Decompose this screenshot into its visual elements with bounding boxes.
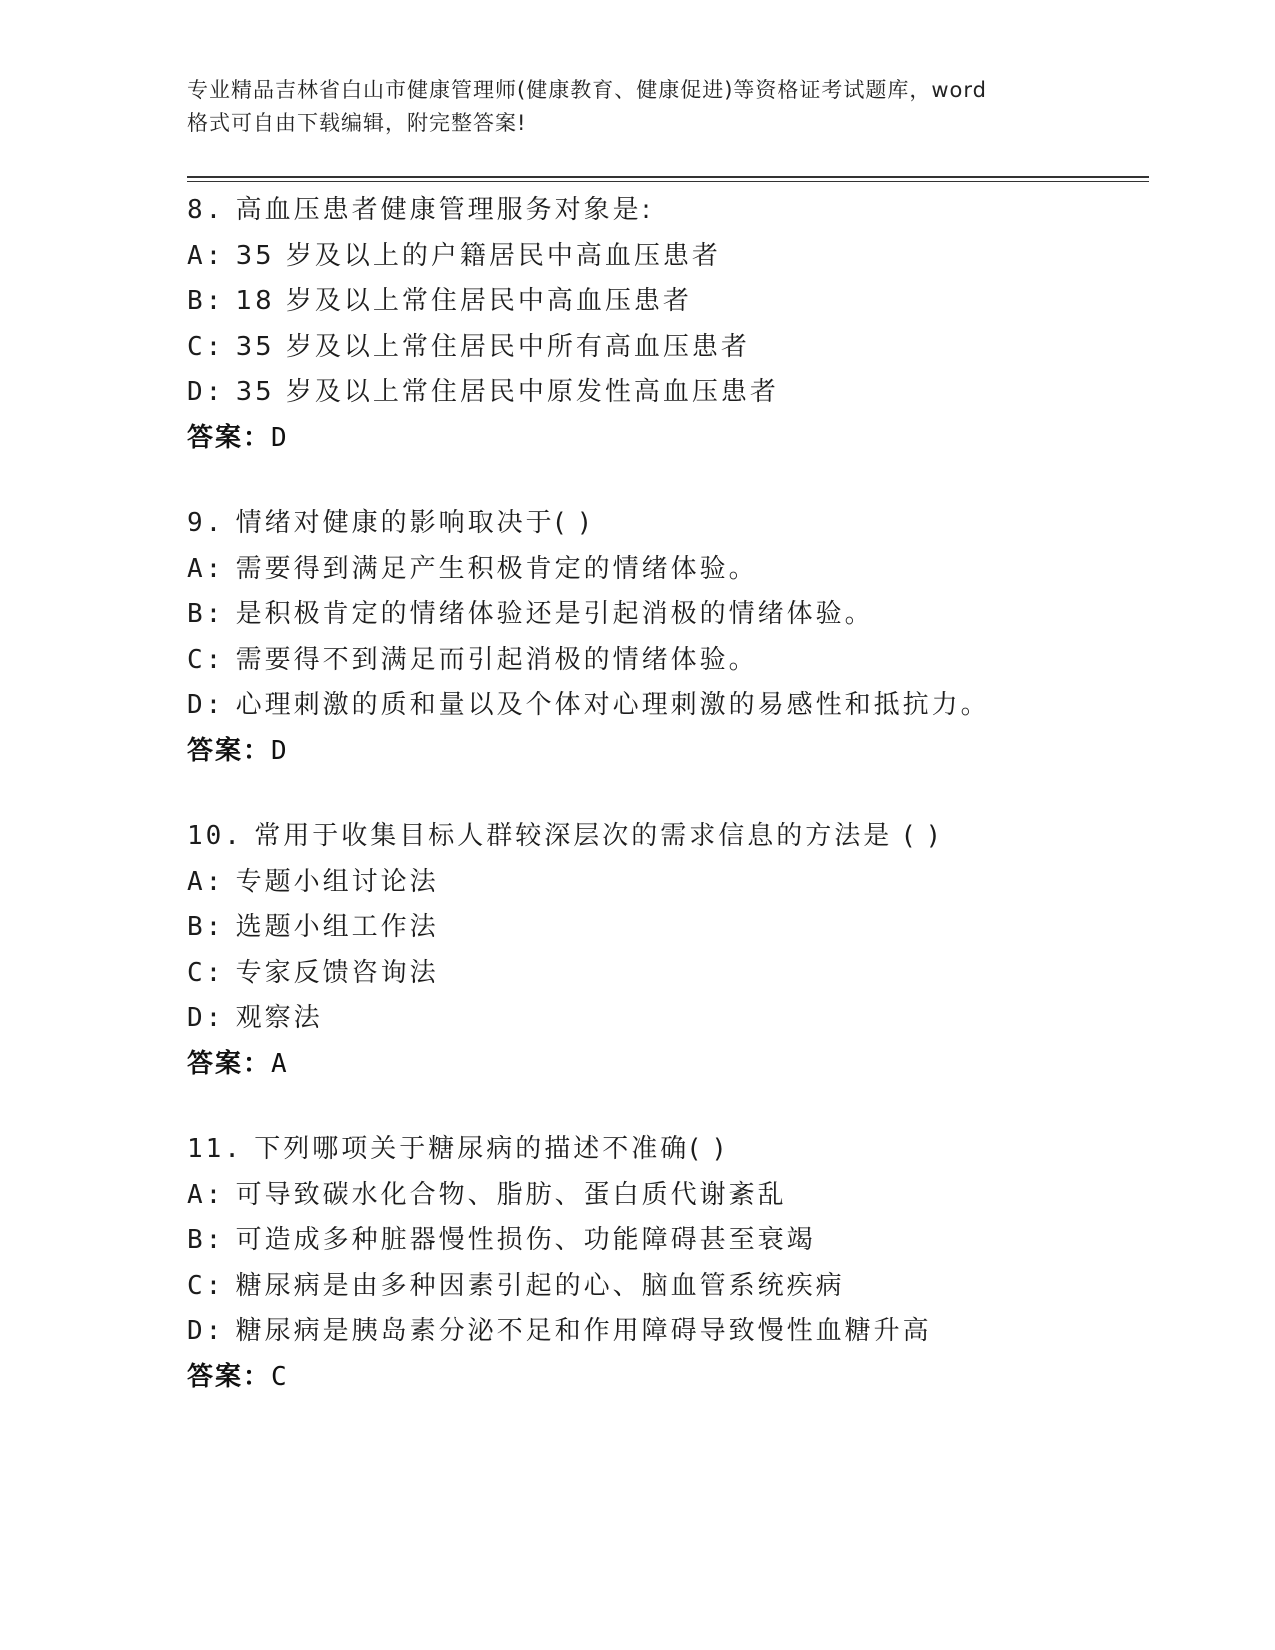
option-c xyxy=(187,325,1147,371)
option-d xyxy=(187,683,1147,729)
answer-line xyxy=(187,1042,1147,1088)
question-stem xyxy=(187,188,1147,234)
header-divider-thick xyxy=(187,176,1149,178)
question-number: 8. xyxy=(187,195,225,225)
option-key: D: xyxy=(187,1316,225,1346)
option-key: A: xyxy=(187,553,225,584)
option-c xyxy=(187,638,1147,684)
answer-value: C xyxy=(271,1361,287,1392)
question-stem xyxy=(187,1127,1147,1173)
option-key: B: xyxy=(187,912,225,942)
answer-label: 答案： xyxy=(187,422,272,453)
answer-line xyxy=(187,1355,1147,1401)
option-a xyxy=(187,1173,1147,1219)
answer-label: 答案： xyxy=(187,735,272,766)
question-text: 下列哪项关于糖尿病的描述不准确( ) xyxy=(254,1134,727,1164)
answer-value: D xyxy=(271,422,287,453)
option-text: 35 岁及以上的户籍居民中高血压患者 xyxy=(235,240,721,271)
option-key: A: xyxy=(187,866,225,897)
option-key: C: xyxy=(187,644,225,675)
option-text: 可造成多种脏器慢性损伤、功能障碍甚至衰竭 xyxy=(235,1225,816,1255)
option-a xyxy=(187,860,1147,906)
question-text: 情绪对健康的影响取决于( ) xyxy=(235,508,593,538)
option-b xyxy=(187,279,1147,325)
question-stem xyxy=(187,501,1147,547)
option-text: 是积极肯定的情绪体验还是引起消极的情绪体验。 xyxy=(235,599,874,629)
option-key: D: xyxy=(187,1003,225,1033)
option-c xyxy=(187,951,1147,997)
option-key: D: xyxy=(187,690,225,720)
question-number: 11. xyxy=(187,1134,243,1164)
option-text: 心理刺激的质和量以及个体对心理刺激的易感性和抵抗力。 xyxy=(235,690,990,720)
option-key: C: xyxy=(187,957,225,988)
option-a xyxy=(187,547,1147,593)
option-b xyxy=(187,905,1147,951)
option-d xyxy=(187,370,1147,416)
option-key: C: xyxy=(187,331,225,362)
option-text: 35 岁及以上常住居民中所有高血压患者 xyxy=(235,331,750,362)
option-key: B: xyxy=(187,1225,225,1255)
header-line-2: 格式可自由下载编辑，附完整答案! xyxy=(187,111,527,135)
option-text: 需要得到满足产生积极肯定的情绪体验。 xyxy=(235,553,758,584)
answer-line xyxy=(187,416,1147,462)
question-number: 9. xyxy=(187,508,225,538)
option-d xyxy=(187,1309,1147,1355)
option-key: C: xyxy=(187,1270,225,1301)
option-text: 糖尿病是胰岛素分泌不足和作用障碍导致慢性血糖升高 xyxy=(235,1316,932,1346)
answer-value: D xyxy=(271,735,287,766)
answer-value: A xyxy=(271,1048,287,1079)
option-key: A: xyxy=(187,1179,225,1210)
question-item xyxy=(187,188,1147,461)
option-text: 需要得不到满足而引起消极的情绪体验。 xyxy=(235,644,758,675)
option-key: B: xyxy=(187,286,225,316)
option-key: A: xyxy=(187,240,225,271)
header-line-1: 专业精品吉林省白山市健康管理师(健康教育、健康促进)等资格证考试题库，word xyxy=(187,78,988,102)
option-a xyxy=(187,234,1147,280)
answer-label: 答案： xyxy=(187,1361,272,1392)
document-header xyxy=(187,74,1087,140)
option-text: 可导致碳水化合物、脂肪、蛋白质代谢紊乱 xyxy=(235,1179,787,1210)
answer-line xyxy=(187,729,1147,775)
option-text: 观察法 xyxy=(235,1003,323,1033)
question-number: 10. xyxy=(187,821,243,851)
option-b xyxy=(187,1218,1147,1264)
option-key: D: xyxy=(187,377,225,407)
option-text: 选题小组工作法 xyxy=(235,912,439,942)
option-d xyxy=(187,996,1147,1042)
question-item xyxy=(187,501,1147,774)
header-divider-thin xyxy=(187,181,1149,182)
option-text: 专家反馈咨询法 xyxy=(235,957,439,988)
option-text: 18 岁及以上常住居民中高血压患者 xyxy=(235,286,692,316)
question-list xyxy=(187,188,1147,1440)
option-text: 35 岁及以上常住居民中原发性高血压患者 xyxy=(235,377,779,407)
question-text: 常用于收集目标人群较深层次的需求信息的方法是 ( ) xyxy=(254,821,942,851)
question-stem xyxy=(187,814,1147,860)
option-text: 糖尿病是由多种因素引起的心、脑血管系统疾病 xyxy=(235,1270,845,1301)
option-text: 专题小组讨论法 xyxy=(235,866,439,897)
answer-label: 答案： xyxy=(187,1048,272,1079)
option-key: B: xyxy=(187,599,225,629)
question-text: 高血压患者健康管理服务对象是: xyxy=(235,195,654,225)
question-item xyxy=(187,1127,1147,1400)
option-c xyxy=(187,1264,1147,1310)
option-b xyxy=(187,592,1147,638)
question-item xyxy=(187,814,1147,1087)
